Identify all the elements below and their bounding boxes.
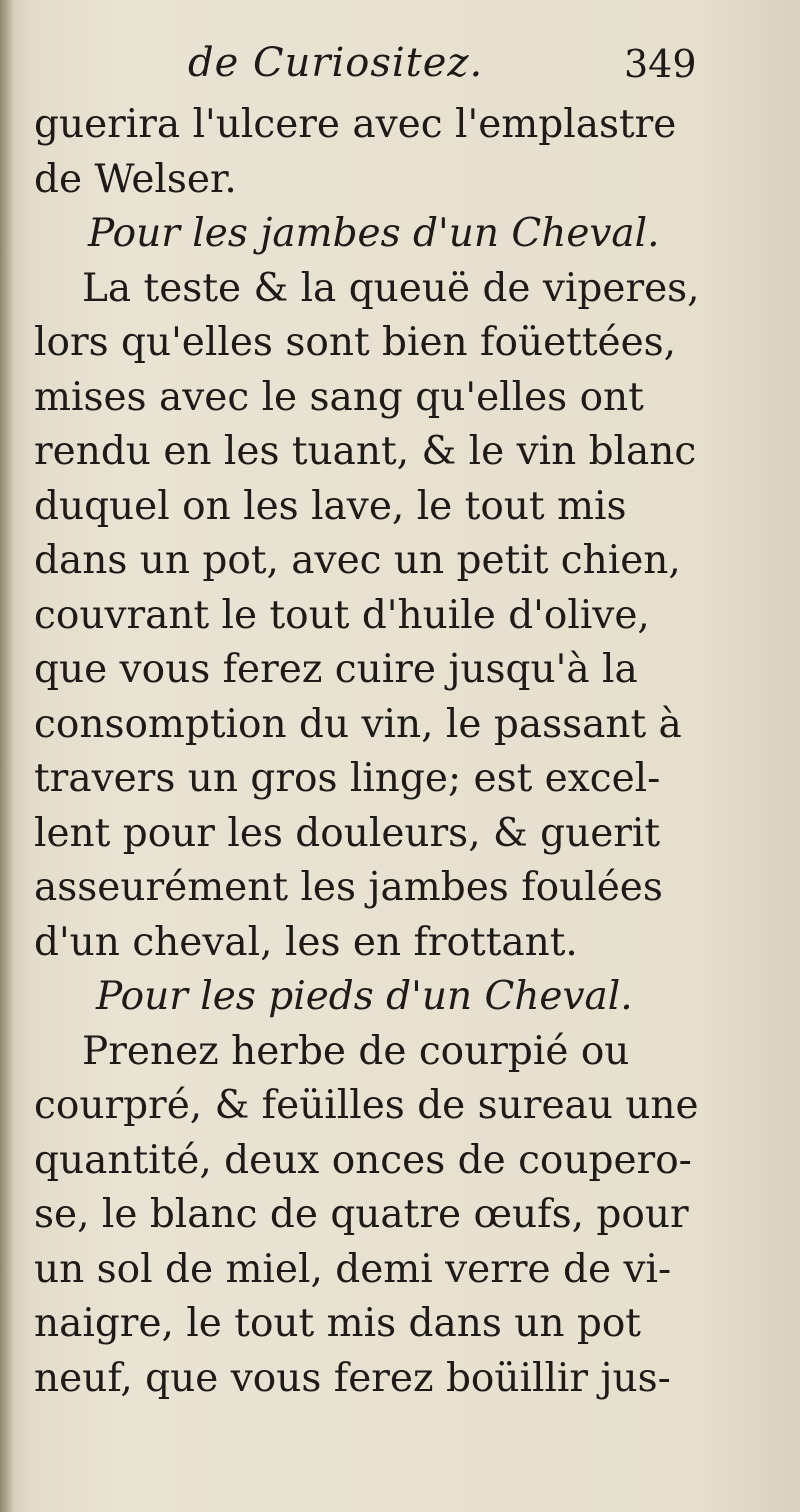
body-text (34, 98, 724, 1406)
text-line: asseurément les jambes foulées (34, 865, 663, 910)
text-line: guerira l'ulcere avec l'emplastre (34, 102, 677, 147)
text-line: quantité, deux onces de coupero- (34, 1137, 692, 1183)
text-line: de Welser. (34, 156, 237, 202)
text-line: dans un pot, avec un petit chien, (34, 538, 681, 583)
text-line: se, le blanc de quatre œufs, pour (34, 1192, 689, 1237)
text-line: naigre, le tout mis dans un pot (34, 1301, 641, 1346)
text-line: lors qu'elles sont bien foüettées, (34, 320, 677, 365)
text-line: courpré, & feüilles de sureau une (34, 1083, 699, 1128)
text-line: travers un gros linge; est excel- (34, 756, 661, 801)
text-line: mises avec le sang qu'elles ont (34, 374, 644, 420)
text-line: d'un cheval, les en frottant. (34, 919, 578, 965)
text-line: duquel on les lave, le tout mis (34, 483, 627, 529)
text-line: neuf, que vous ferez boüillir jus- (34, 1355, 671, 1401)
text-line: que vous ferez cuire jusqu'à la (34, 647, 638, 692)
text-line: consomption du vin, le passant à (34, 701, 682, 747)
section-heading: Pour les pieds d'un Cheval. (96, 974, 633, 1019)
text-line: un sol de miel, demi verre de vi- (34, 1246, 672, 1292)
text-line: lent pour les douleurs, & guerit (34, 810, 661, 856)
section-heading: Pour les jambes d'un Cheval. (88, 211, 660, 256)
text-line: couvrant le tout d'huile d'olive, (34, 592, 650, 638)
text-line: Prenez herbe de courpié ou (82, 1028, 630, 1074)
running-head: de Curiositez. (188, 40, 484, 86)
page-number: 349 (624, 42, 697, 86)
text-line: La teste & la queuë de viperes, (82, 265, 700, 311)
text-line: rendu en les tuant, & le vin blanc (34, 429, 697, 474)
page-binding-edge (0, 0, 14, 1512)
